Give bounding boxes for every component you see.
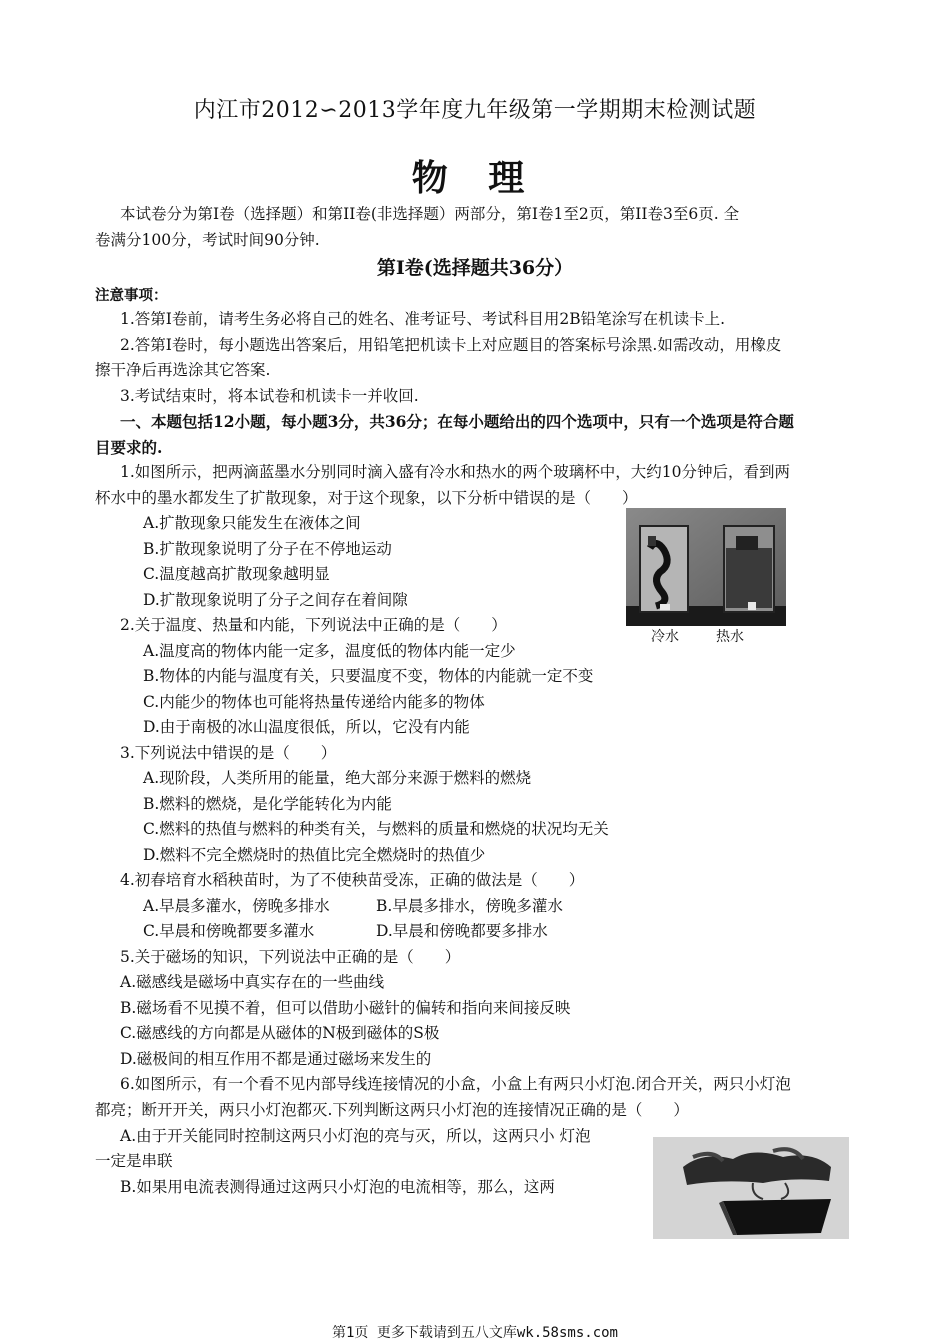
q1-option-d: D.扩散现象说明了分子之间存在着间隙: [143, 591, 408, 609]
q6-option-b-line-1: B.如果用电流表测得通过这两只小灯泡的电流相等，那么，这两: [120, 1178, 555, 1196]
q5-option-d: D.磁极间的相互作用不都是通过磁场来发生的: [120, 1050, 432, 1068]
q2-option-d: D.由于南极的冰山温度很低，所以，它没有内能: [143, 718, 470, 736]
q3-option-d: D.燃料不完全燃烧时的热值比完全燃烧时的热值少: [143, 846, 486, 864]
bulb-box-photo: [653, 1137, 849, 1239]
q1-option-b: B.扩散现象说明了分子在不停地运动: [143, 540, 392, 558]
section-title: 第Ⅰ卷(选择题共36分）: [376, 257, 574, 279]
intro-line-1: 本试卷分为第Ⅰ卷（选择题）和第II卷(非选择题）两部分，第Ⅰ卷1至2页，第II卷3至6页. 全: [120, 205, 740, 223]
q3-stem: 3.下列说法中错误的是（ ）: [120, 744, 337, 762]
q6-option-a-line-2: 一定是串联: [95, 1152, 173, 1170]
ink-diffusion-photo: [626, 508, 786, 626]
intro-line-2: 卷满分100分，考试时间90分钟.: [95, 231, 320, 249]
q3-option-b: B.燃料的燃烧，是化学能转化为内能: [143, 795, 392, 813]
q3-option-a: A.现阶段，人类所用的能量，绝大部分来源于燃料的燃烧: [143, 769, 532, 787]
q6-option-a-line-1: A.由于开关能同时控制这两只小灯泡的亮与灭，所以，这两只小 灯泡: [120, 1127, 591, 1145]
q5-option-b: B.磁场看不见摸不着，但可以借助小磁针的偏转和指向来间接反映: [120, 999, 571, 1017]
part1-instruction-line-2: 目要求的.: [95, 438, 163, 457]
note-3: 3.考试结束时，将本试卷和机读卡一并收回.: [120, 387, 419, 405]
q6-stem-line-1: 6.如图所示，有一个看不见内部导线连接情况的小盒，小盒上有两只小灯泡.闭合开关，两只小灯泡: [120, 1075, 791, 1093]
q1-stem-line-2: 杯水中的墨水都发生了扩散现象，对于这个现象，以下分析中错误的是（ ）: [95, 489, 638, 507]
q5-option-a: A.磁感线是磁场中真实存在的一些曲线: [120, 973, 385, 991]
q2-option-a: A.温度高的物体内能一定多，温度低的物体内能一定少: [143, 642, 516, 660]
q4-option-c: C.早晨和傍晚都要多灌水: [143, 922, 315, 940]
note-2-line-2: 擦干净后再选涂其它答案.: [95, 361, 271, 379]
exam-title: 内江市2012∽2013学年度九年级第一学期期末检测试题: [193, 98, 757, 123]
note-2-line-1: 2.答第Ⅰ卷时，每小题选出答案后，用铅笔把机读卡上对应题目的答案标号涂黑.如需改动，用橡皮: [120, 336, 782, 354]
q5-stem: 5.关于磁场的知识，下列说法中正确的是（ ）: [120, 948, 461, 966]
q1-option-a: A.扩散现象只能发生在液体之间: [143, 514, 361, 532]
fig1-label-cold: 冷水: [651, 629, 679, 645]
page-footer: 第1页 更多下载请到五八文库wk.58sms.com: [331, 1325, 618, 1341]
q4-option-a: A.早晨多灌水，傍晚多排水: [143, 897, 330, 915]
q2-stem: 2.关于温度、热量和内能，下列说法中正确的是（ ）: [120, 616, 507, 634]
q3-option-c: C.燃料的热值与燃料的种类有关，与燃料的质量和燃烧的状况均无关: [143, 820, 609, 838]
q2-option-b: B.物体的内能与温度有关，只要温度不变，物体的内能就一定不变: [143, 667, 594, 685]
q5-option-c: C.磁感线的方向都是从磁体的N极到磁体的S极: [120, 1024, 440, 1042]
q4-option-d: D.早晨和傍晚都要多排水: [376, 922, 548, 940]
q4-option-b: B.早晨多排水，傍晚多灌水: [376, 897, 563, 915]
q6-stem-line-2: 都亮；断开开关，两只小灯泡都灭.下列判断这两只小灯泡的连接情况正确的是（ ）: [95, 1101, 689, 1119]
notes-heading: 注意事项：: [95, 287, 168, 304]
part1-instruction-line-1: 一、本题包括12小题，每小题3分，共36分；在每小题给出的四个选项中，只有一个选项是符合题: [120, 412, 794, 431]
q2-option-c: C.内能少的物体也可能将热量传递给内能多的物体: [143, 693, 485, 711]
fig1-label-hot: 热水: [716, 629, 744, 645]
subject-title: 物 理: [411, 157, 539, 199]
q1-option-c: C.温度越高扩散现象越明显: [143, 565, 330, 583]
q1-stem-line-1: 1.如图所示，把两滴蓝墨水分别同时滴入盛有冷水和热水的两个玻璃杯中，大约10分钟后，看到两: [120, 463, 791, 481]
q4-stem: 4.初春培育水稻秧苗时，为了不使秧苗受冻，正确的做法是（ ）: [120, 871, 585, 889]
note-1: 1.答第Ⅰ卷前，请考生务必将自己的姓名、准考证号、考试科目用2B铅笔涂写在机读卡上.: [120, 310, 726, 328]
